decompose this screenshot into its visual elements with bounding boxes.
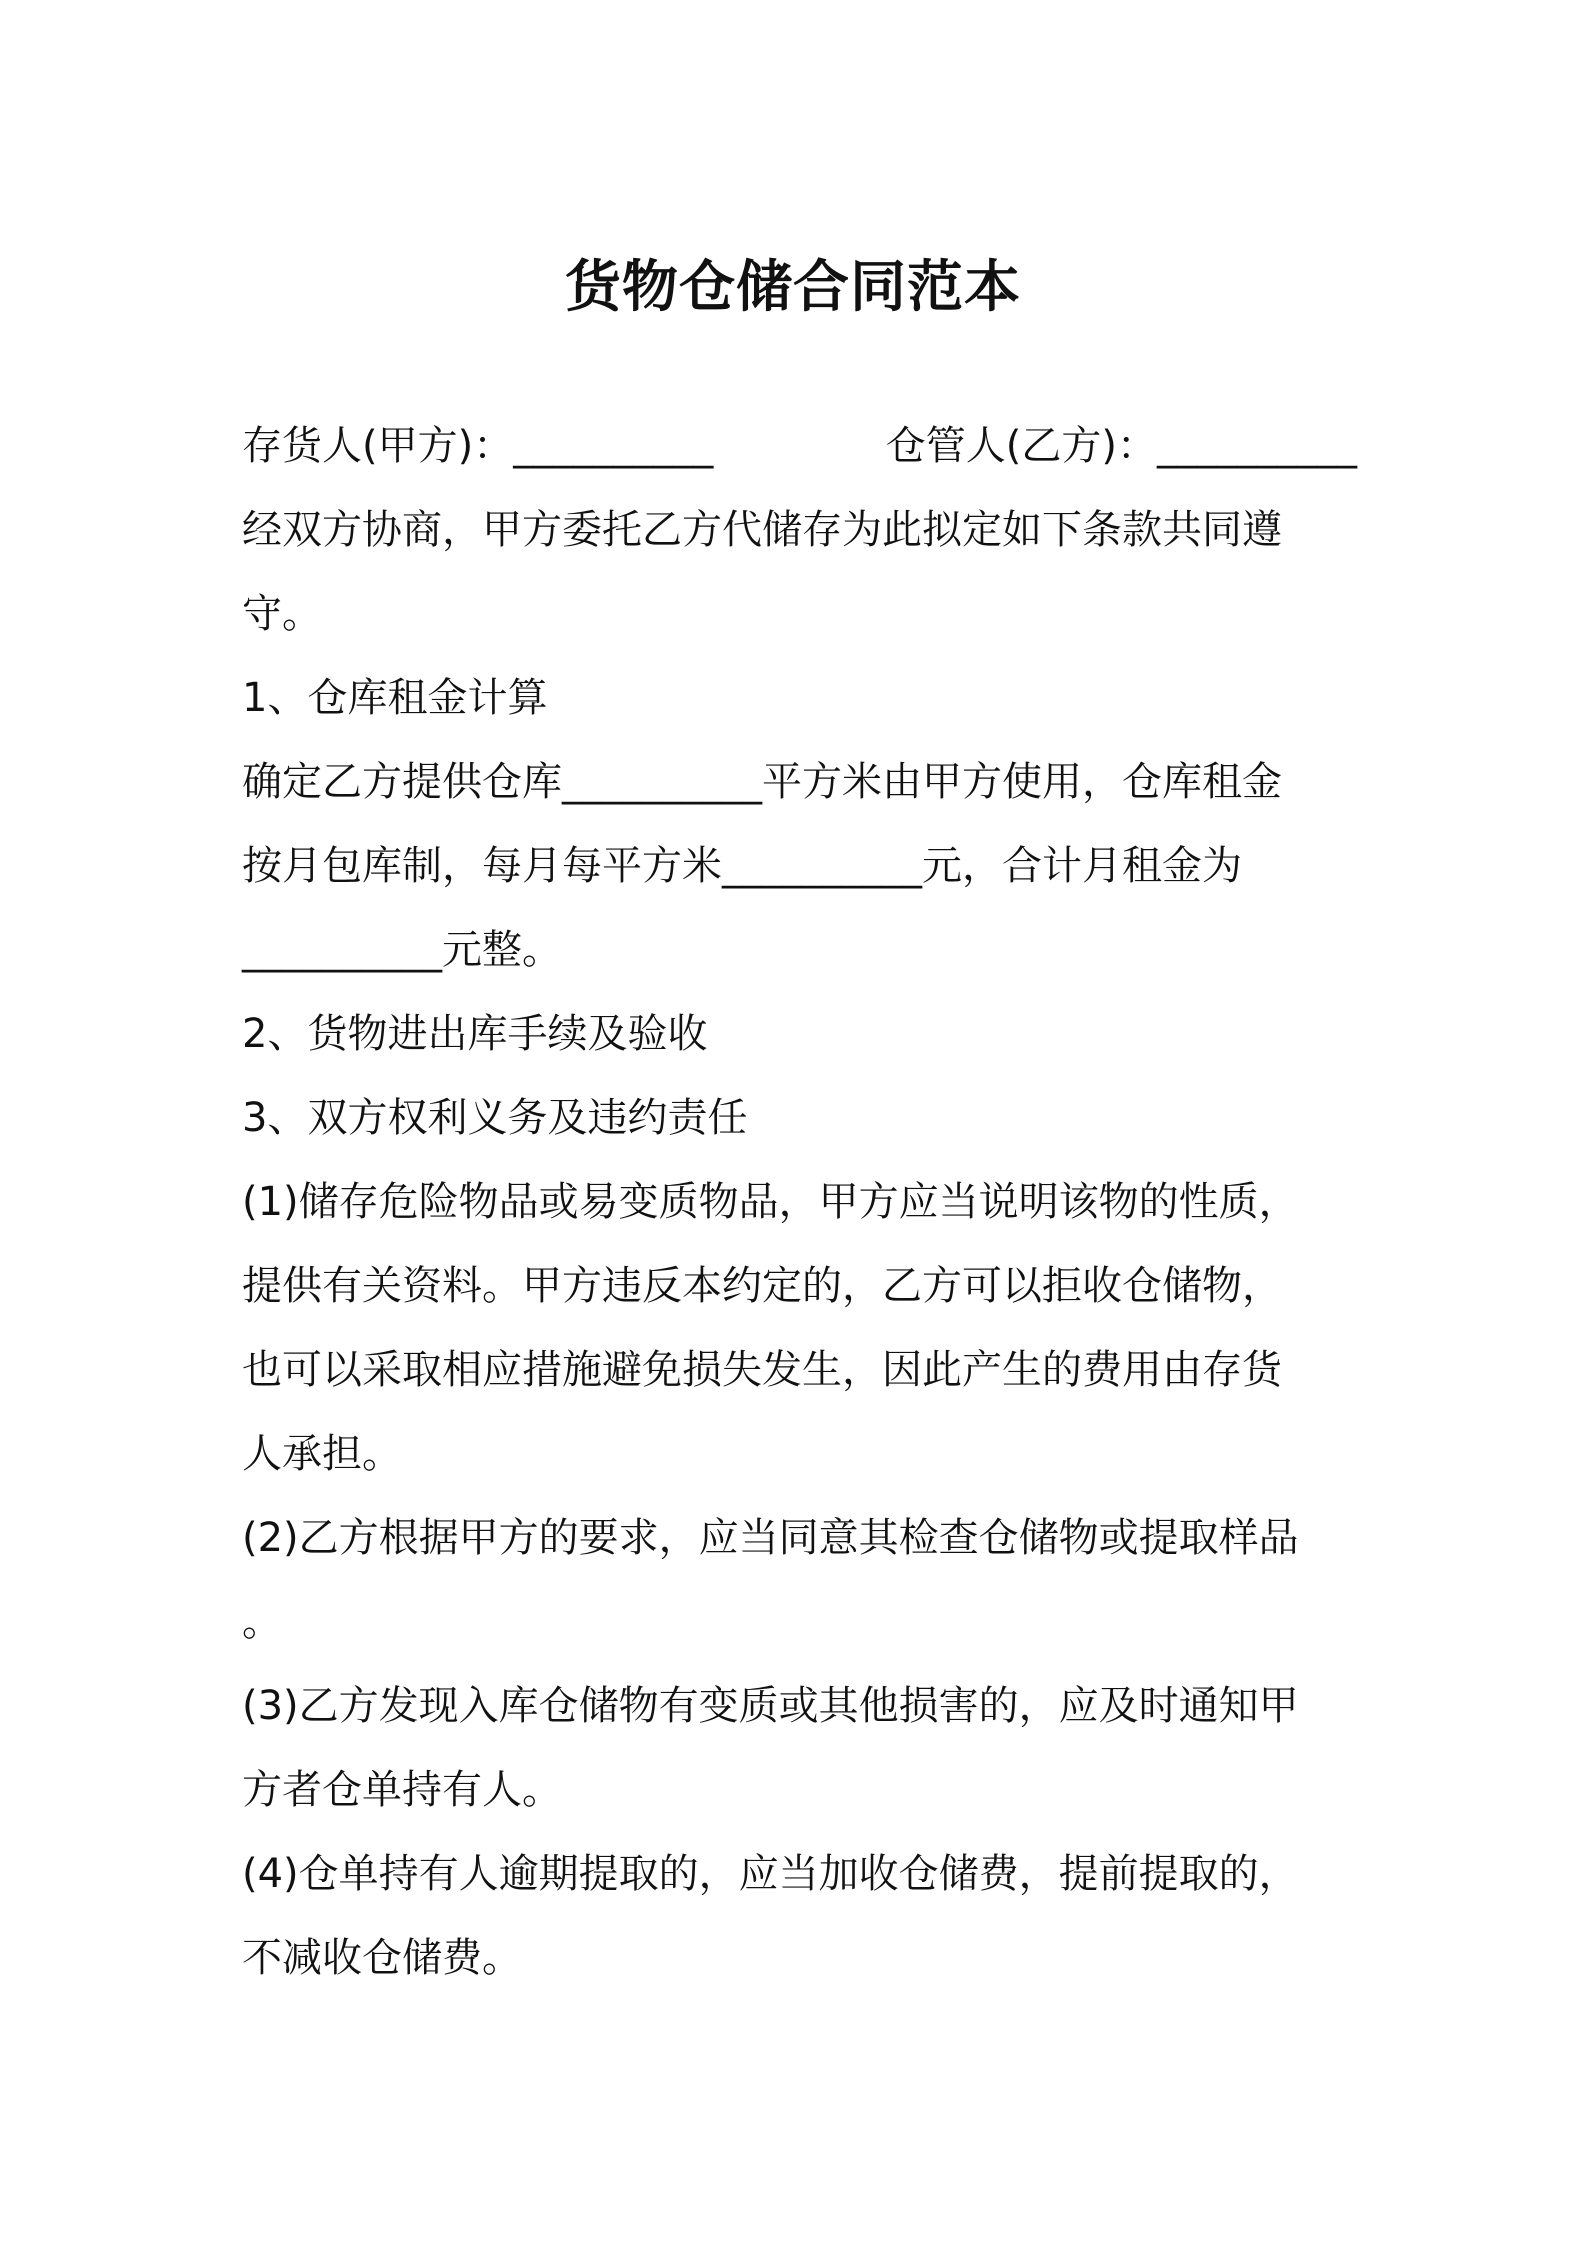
body-line: (1)储存危险物品或易变质物品，甲方应当说明该物的性质， [242, 1179, 1299, 1225]
body-line: 人承担。 [242, 1431, 402, 1477]
body-line: 守。 [242, 591, 322, 637]
body-line: 按月包库制，每月每平方米__________元，合计月租金为 [242, 843, 1242, 889]
body-line: 不减收仓储费。 [242, 1935, 522, 1981]
section-heading: 3、双方权利义务及违约责任 [242, 1095, 748, 1141]
body-line: 也可以采取相应措施避免损失发生，因此产生的费用由存货 [242, 1347, 1282, 1393]
body-line: __________元整。 [242, 927, 562, 973]
body-line: 经双方协商，甲方委托乙方代储存为此拟定如下条款共同遵 [242, 507, 1282, 553]
body-line: (3)乙方发现入库仓储物有变质或其他损害的，应及时通知甲 [242, 1683, 1299, 1729]
body-line: 。 [242, 1599, 282, 1645]
body-line: 方者仓单持有人。 [242, 1767, 562, 1813]
party-a-field: 存货人(甲方)：__________ [242, 423, 714, 469]
section-heading: 2、货物进出库手续及验收 [242, 1011, 708, 1057]
body-line: (2)乙方根据甲方的要求，应当同意其检查仓储物或提取样品 [242, 1515, 1299, 1561]
party-b-field: 仓管人(乙方)：__________ [885, 423, 1357, 469]
document-body [242, 404, 1357, 2000]
body-line: 确定乙方提供仓库__________平方米由甲方使用，仓库租金 [242, 759, 1282, 805]
parties-row [242, 404, 1357, 488]
body-line: 提供有关资料。甲方违反本约定的，乙方可以拒收仓储物， [242, 1263, 1282, 1309]
document-title: 货物仓储合同范本 [565, 255, 1021, 320]
section-heading: 1、仓库租金计算 [242, 675, 548, 721]
body-line: (4)仓单持有人逾期提取的，应当加收仓储费，提前提取的， [242, 1851, 1299, 1897]
